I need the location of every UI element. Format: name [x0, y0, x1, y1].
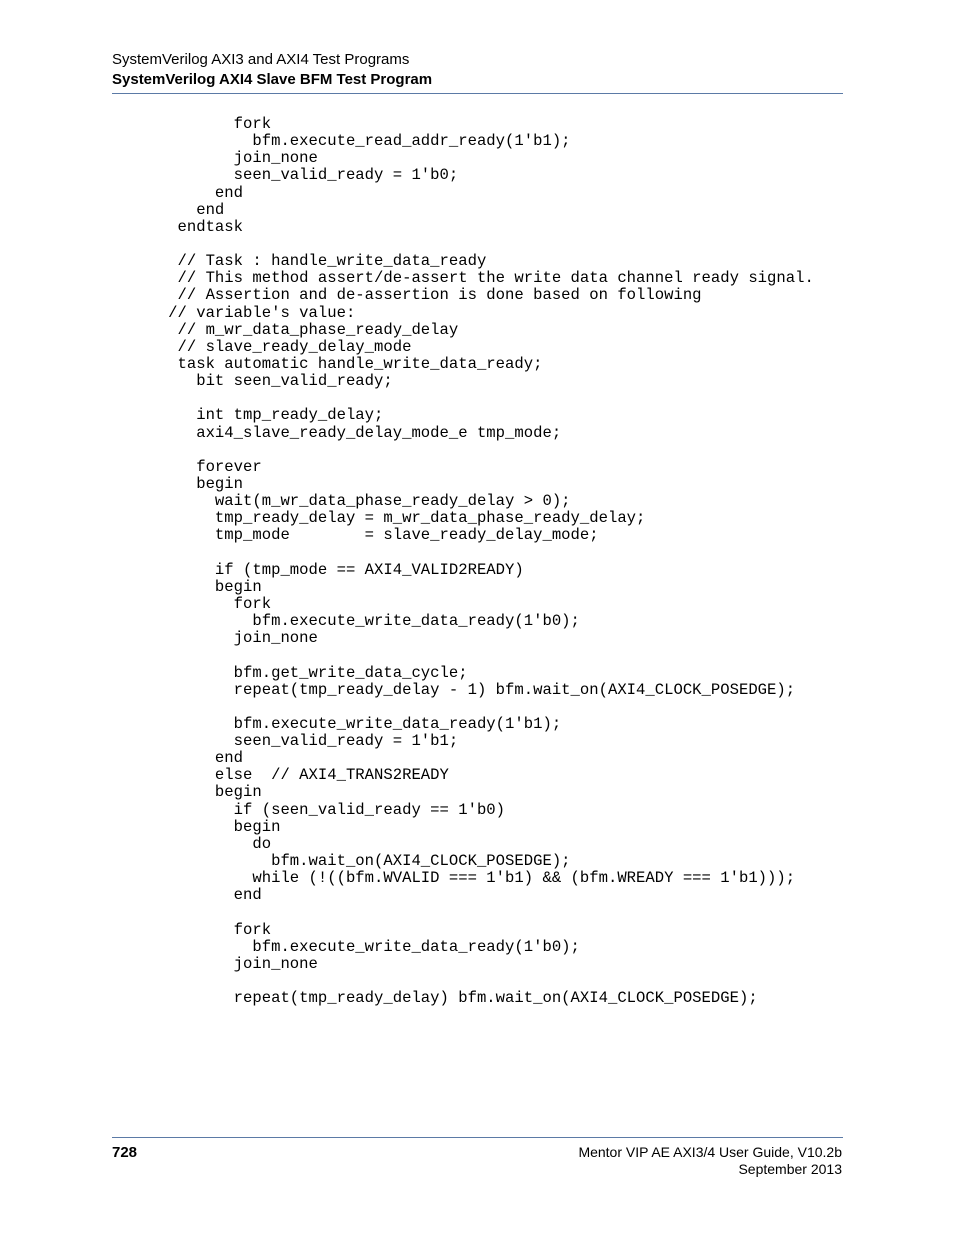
code-line: join_none — [112, 149, 318, 168]
code-line: repeat(tmp_ready_delay) bfm.wait_on(AXI4_CLOCK_POSEDGE); — [112, 989, 758, 1008]
code-line: seen_valid_ready = 1'b1; — [112, 732, 459, 751]
code-line: // Task : handle_write_data_ready — [112, 252, 487, 271]
footer-rule — [112, 1137, 843, 1138]
code-line: bfm.execute_write_data_ready(1'b1); — [112, 714, 562, 733]
code-line: do — [112, 834, 272, 853]
code-line — [112, 442, 814, 459]
code-line: tmp_ready_delay = m_wr_data_phase_ready_delay; — [112, 509, 646, 528]
code-line: bfm.execute_write_data_ready(1'b0); — [112, 612, 580, 631]
code-line: // Assertion and de-assertion is done based on following — [112, 286, 702, 305]
code-line — [112, 390, 814, 407]
code-line — [112, 973, 814, 990]
code-line: int tmp_ready_delay; — [112, 406, 384, 425]
code-line: while (!((bfm.WVALID === 1'b1) && (bfm.WREADY === 1'b1))); — [112, 869, 796, 888]
code-line — [112, 699, 814, 716]
code-line: if (tmp_mode == AXI4_VALID2READY) — [112, 560, 524, 579]
code-line: fork — [112, 594, 272, 613]
guide-title: Mentor VIP AE AXI3/4 User Guide, V10.2b — [578, 1144, 842, 1160]
code-listing — [112, 116, 814, 1007]
code-line: // slave_ready_delay_mode — [112, 337, 412, 356]
code-line — [112, 647, 814, 664]
code-line: end — [112, 886, 262, 905]
code-line: wait(m_wr_data_phase_ready_delay > 0); — [112, 492, 571, 511]
code-line: repeat(tmp_ready_delay - 1) bfm.wait_on(AXI4_CLOCK_POSEDGE); — [112, 680, 796, 699]
code-line: bfm.get_write_data_cycle; — [112, 663, 468, 682]
page-number: 728 — [112, 1144, 138, 1161]
code-line — [112, 545, 814, 562]
code-line: join_none — [112, 954, 318, 973]
code-line: forever — [112, 457, 262, 476]
code-line: endtask — [112, 217, 244, 236]
code-line: end — [112, 749, 244, 768]
code-line: begin — [112, 474, 244, 493]
code-line: // variable's value: — [112, 303, 356, 322]
code-line — [112, 904, 814, 921]
code-line: fork — [112, 115, 272, 133]
code-line: end — [112, 200, 225, 219]
code-line: fork — [112, 920, 272, 939]
code-line: axi4_slave_ready_delay_mode_e tmp_mode; — [112, 423, 562, 442]
publication-date: September 2013 — [738, 1161, 842, 1177]
code-line: // This method assert/de-assert the write data channel ready signal. — [112, 269, 814, 288]
code-line: bfm.execute_read_addr_ready(1'b1); — [112, 132, 571, 151]
code-line: else // AXI4_TRANS2READY — [112, 766, 449, 785]
code-line: tmp_mode = slave_ready_delay_mode; — [112, 526, 599, 545]
code-line: bfm.wait_on(AXI4_CLOCK_POSEDGE); — [112, 852, 571, 871]
running-header-section: SystemVerilog AXI4 Slave BFM Test Program — [112, 71, 433, 88]
code-line: join_none — [112, 629, 318, 648]
running-header-chapter: SystemVerilog AXI3 and AXI4 Test Programs — [112, 51, 410, 68]
code-line — [112, 236, 814, 253]
code-line: if (seen_valid_ready == 1'b0) — [112, 800, 506, 819]
code-line: begin — [112, 577, 262, 596]
code-line: end — [112, 183, 244, 202]
code-line: begin — [112, 783, 262, 802]
code-line: begin — [112, 817, 281, 836]
code-line: task automatic handle_write_data_ready; — [112, 354, 543, 373]
code-line: // m_wr_data_phase_ready_delay — [112, 320, 459, 339]
code-line: bit seen_valid_ready; — [112, 372, 393, 391]
code-line: bfm.execute_write_data_ready(1'b0); — [112, 937, 580, 956]
code-line: seen_valid_ready = 1'b0; — [112, 166, 459, 185]
header-rule — [112, 93, 843, 94]
